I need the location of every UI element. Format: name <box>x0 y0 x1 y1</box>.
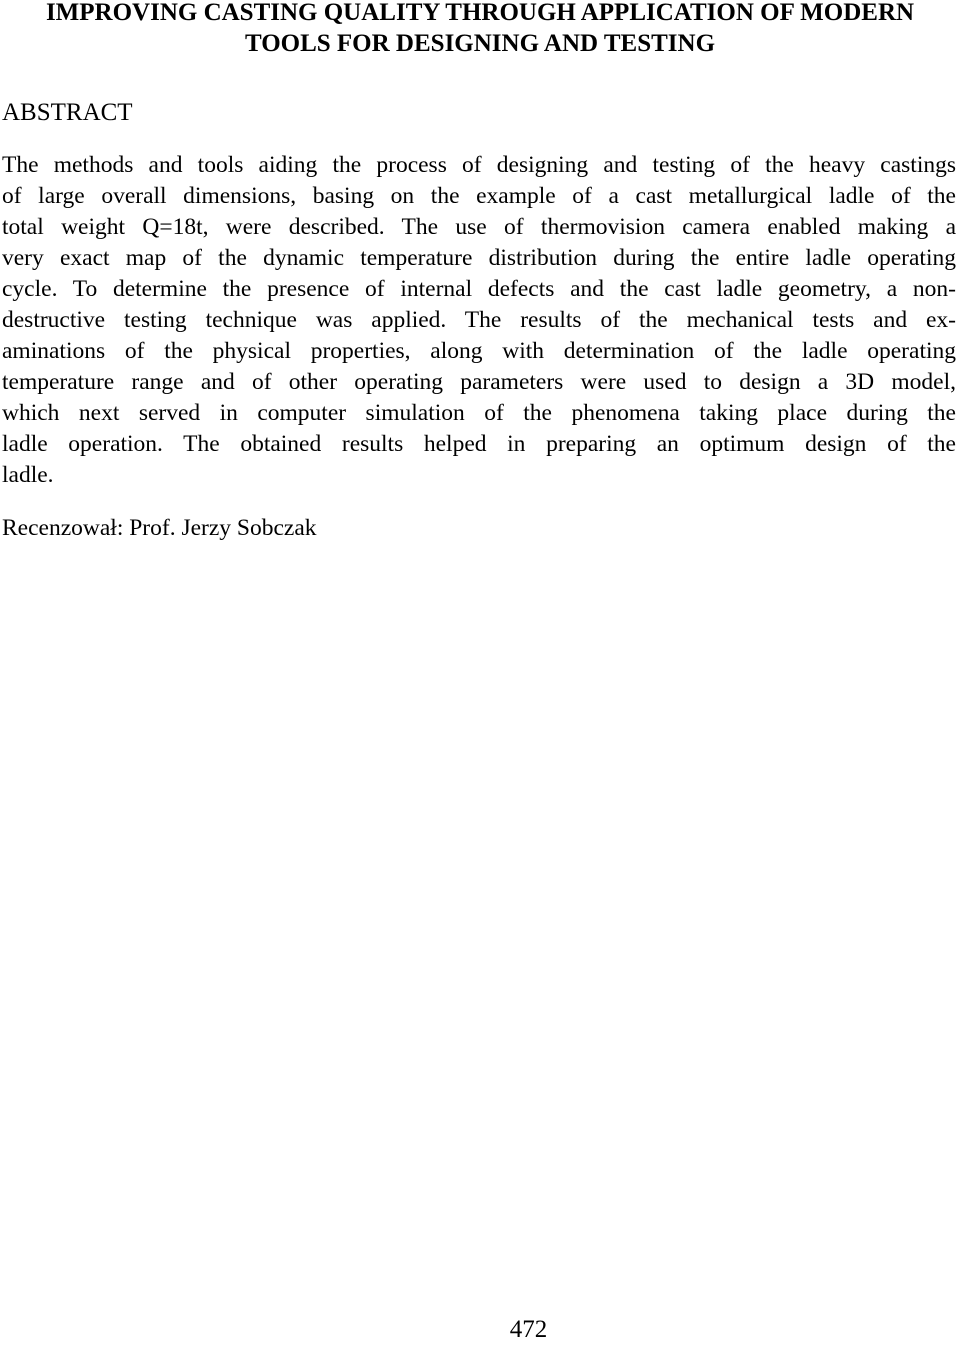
abstract-line: of large overall dimensions, basing on the example of a cast metallurgical ladle of the <box>2 183 956 209</box>
abstract-line: ladle operation. The obtained results helped in preparing an optimum design of the <box>2 431 956 457</box>
abstract-line: temperature range and of other operating parameters were used to design a 3D model, <box>2 369 956 395</box>
abstract-heading: ABSTRACT <box>2 99 133 126</box>
abstract-line: ladle. <box>2 462 54 488</box>
abstract-line: The methods and tools aiding the process of designing and testing of the heavy castings <box>2 152 956 178</box>
page-number: 472 <box>509 1316 548 1343</box>
abstract-line: aminations of the physical properties, along with determination of the ladle operating <box>2 338 956 364</box>
paper-title-line-1: IMPROVING CASTING QUALITY THROUGH APPLICATION OF MODERN <box>45 0 915 26</box>
abstract-line: cycle. To determine the presence of internal defects and the cast ladle geometry, a non- <box>2 276 956 302</box>
paper-title-line-2: TOOLS FOR DESIGNING AND TESTING <box>244 30 716 57</box>
paper-title <box>0 0 960 59</box>
abstract-line: very exact map of the dynamic temperature distribution during the entire ladle operating <box>2 245 956 271</box>
abstract-line: total weight Q=18t, were described. The use of thermovision camera enabled making a <box>2 214 956 240</box>
abstract-line: which next served in computer simulation of the phenomena taking place during the <box>2 400 956 426</box>
abstract-line: destructive testing technique was applied. The results of the mechanical tests and ex- <box>2 307 956 333</box>
reviewer-note: Recenzował: Prof. Jerzy Sobczak <box>2 515 317 541</box>
abstract-paragraph <box>2 150 956 491</box>
